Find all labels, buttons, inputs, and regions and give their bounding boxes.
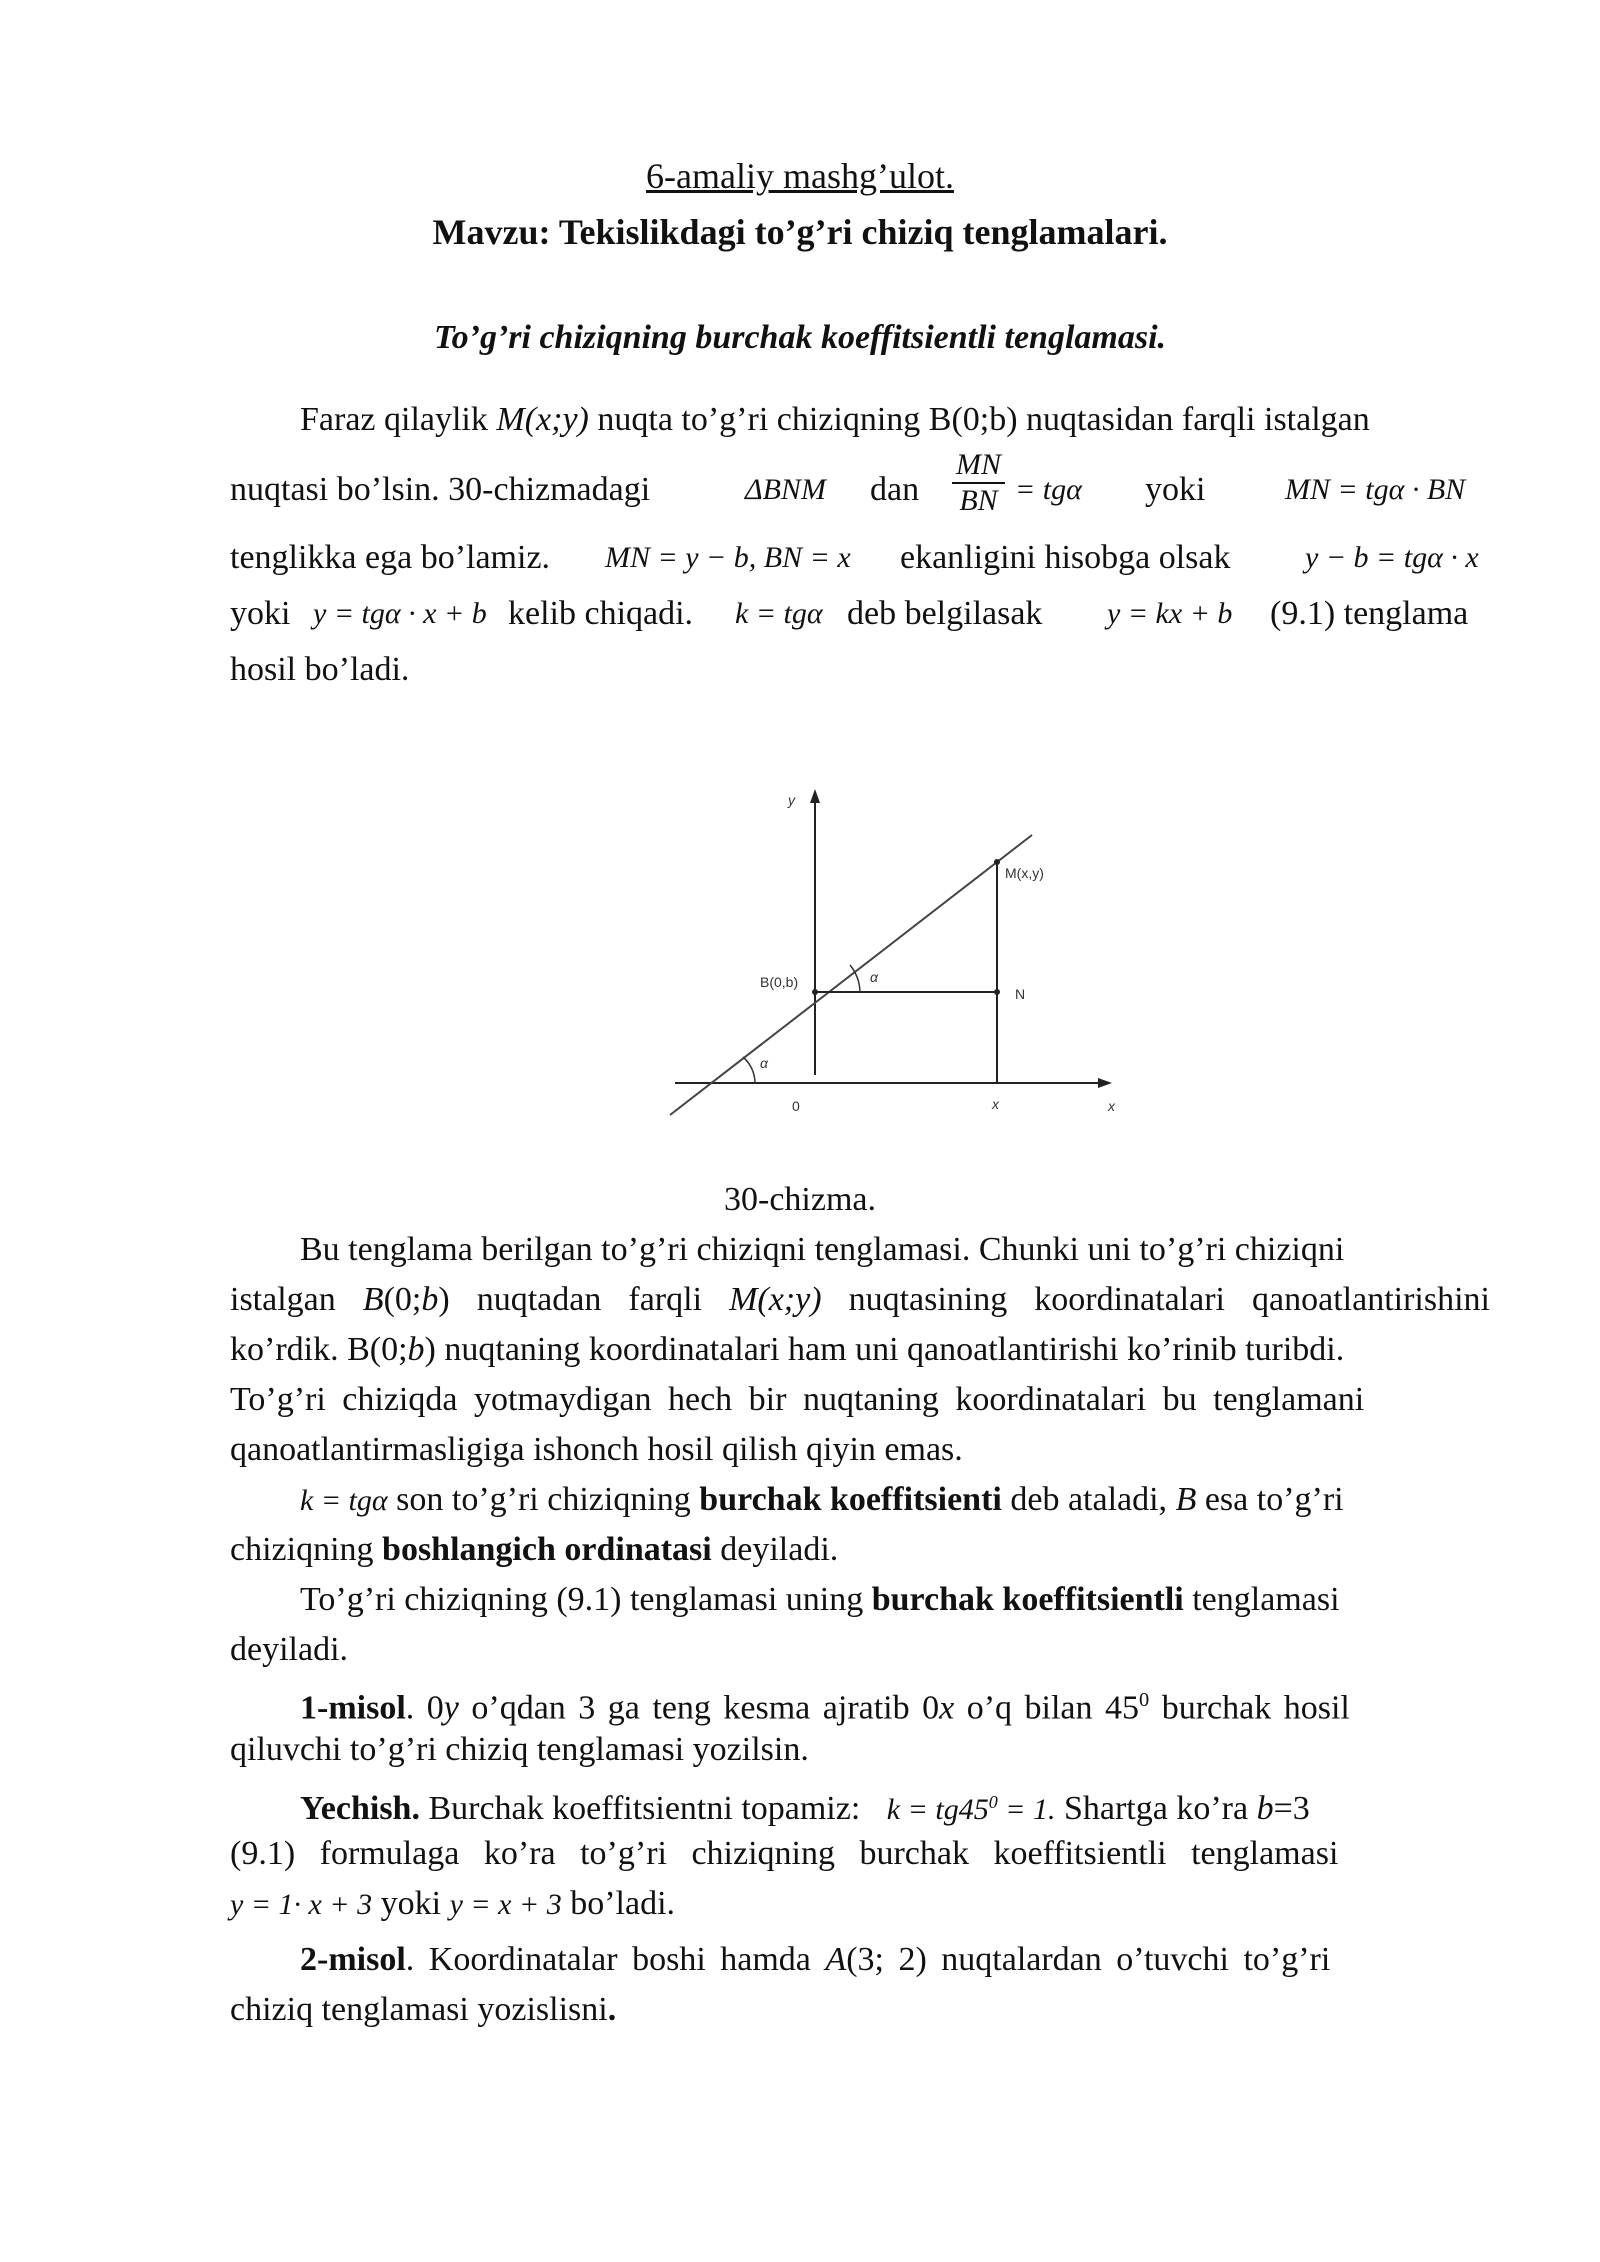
p3-line1: k = tgα son to’g’ri chiziqning burchak koeffitsienti deb ataladi, B esa to’g’ri (300, 1481, 1344, 1518)
x-axis-label: x (1108, 1098, 1115, 1114)
p1-line4: yoki y = tgα · x + b kelib chiqadi. k = tgα deb belgilasak y = kx + b (9.1) tenglama (230, 595, 1469, 632)
p4-line1: To’g’ri chiziqning (9.1) tenglamasi uning burchak koeffitsientli tenglamasi (300, 1581, 1340, 1618)
example1-line2: qiluvchi to’g’ri chiziq tenglamasi yozilsin. (230, 1731, 809, 1768)
y-axis-label: y (788, 792, 795, 808)
angle-b-label: α (870, 969, 878, 985)
p2-line3: ko’rdik. B(0;b) nuqtaning koordinatalari ham uni qanoatlantirishi ko’rinib turibdi. (230, 1331, 1345, 1368)
solution1-line2: (9.1) formulaga ko’ra to’g’ri chiziqning burchak koeffitsientli tenglamasi (230, 1835, 1339, 1872)
figure-30 (660, 775, 1140, 1135)
origin-label: 0 (792, 1098, 800, 1114)
title-text: 6-amaliy mashg’ulot. (646, 156, 954, 196)
angle-arc-x (743, 1057, 755, 1083)
example1-line1: 1-misol. 0y o’qdan 3 ga teng kesma ajratib 0x o’q bilan $45^0$ burchak hosil (300, 1689, 1350, 1727)
solution1-line1: Yechish. Burchak koeffitsientni topamiz: $k = tg45^0 = 1$. Shartga ko’ra b=3 (300, 1790, 1310, 1827)
p1-line2: nuqtasi bo’lsin. 30-chizmadagi ΔBNM dan $\frac{MN}{BN}$ = tgα yoki MN = tgα · BN (230, 448, 1466, 517)
example2-line1: 2-misol. Koordinatalar boshi hamda A(3; 2) nuqtalardan o’tuvchi to’g’ri (300, 1941, 1331, 1978)
point-n (994, 989, 1000, 995)
solution1-line3: y = 1· x + 3 yoki y = x + 3 bo’ladi. (230, 1885, 676, 1922)
x-tick-label: x (992, 1096, 999, 1112)
p1-line1: Faraz qilaylik M(x;y) nuqta to’g’ri chiziqning B(0;b) nuqtasidan farqli istalgan (300, 401, 1370, 438)
p2-line5: qanoatlantirmasligiga ishonch hosil qilish qiyin emas. (230, 1431, 963, 1468)
point-n-label: N (1015, 986, 1026, 1002)
p1-line3: tenglikka ega bo’lamiz. MN = y − b, BN = x ekanligini hisobga olsak y − b = tgα · x (230, 539, 1479, 576)
example2-line2: chiziq tenglamasi yozislisni. (230, 1991, 617, 2028)
y-axis-arrow (810, 789, 820, 803)
figure-caption: 30-chizma. (724, 1181, 876, 1218)
p3-line2: chiziqning boshlangich ordinatasi deyiladi. (230, 1531, 839, 1568)
p2-line4: To’g’ri chiziqda yotmaydigan hech bir nuqtaning koordinatalari bu tenglamani (230, 1381, 1365, 1418)
point-m (994, 859, 1000, 865)
p4-line2: deyiladi. (230, 1631, 349, 1668)
p2-line1: Bu tenglama berilgan to’g’ri chiziqni tenglamasi. Chunki uni to’g’ri chiziqni (300, 1231, 1345, 1268)
x-axis-arrow (1098, 1078, 1112, 1088)
p1-line5: hosil bo’ladi. (230, 651, 410, 688)
topic-heading: Mavzu: Tekislikdagi to’g’ri chiziq tenglamalari. (432, 212, 1168, 252)
fraction-mn-bn: $\frac{MN}{BN}$ (952, 448, 1005, 518)
p2-line2: istalgan B(0;b) nuqtadan farqli M(x;y) nuqtasining koordinatalari qanoatlantirishini (230, 1281, 1490, 1318)
page-title (0, 156, 1600, 198)
sloped-line (670, 835, 1032, 1115)
point-b (812, 989, 818, 995)
angle-x-label: α (760, 1055, 768, 1071)
point-b-label: B(0,b) (760, 974, 799, 990)
point-m-label: M(x,y) (1005, 865, 1044, 881)
section-heading: To’g’ri chiziqning burchak koeffitsientli tenglamasi. (433, 319, 1167, 356)
